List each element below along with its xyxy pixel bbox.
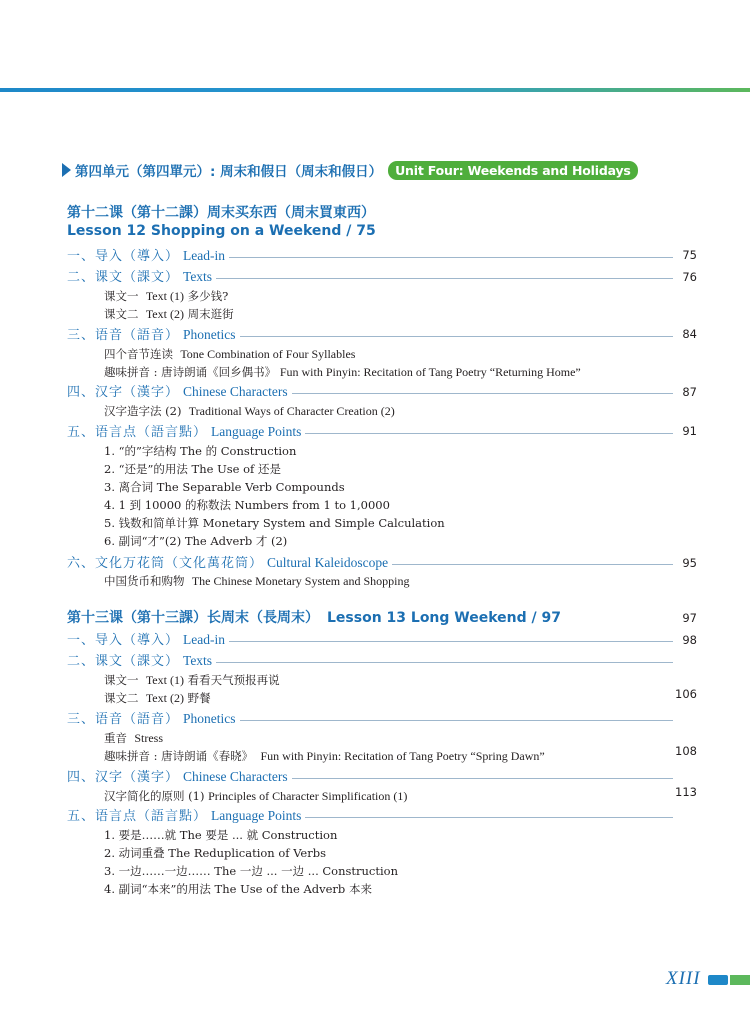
toc-subentry[interactable]: 课文二 Text (2) 野餐 bbox=[104, 691, 211, 705]
toc-entry[interactable]: 五、语言点（語言點） Language Points bbox=[67, 804, 673, 824]
toc-subentry[interactable]: 1. 要是……就 The 要是 ... 就 Construction bbox=[104, 828, 338, 842]
lesson13-title-en: Lesson 13 Long Weekend / 97 bbox=[327, 610, 561, 626]
lesson12-title-cn: 第十二课（第十二課）周末买东西（周末買東西） bbox=[67, 205, 375, 221]
toc-entry[interactable]: 六、文化万花筒（文化萬花筒） Cultural Kaleidoscope bbox=[67, 551, 673, 571]
toc-subentry[interactable]: 重音 Stress bbox=[104, 731, 163, 745]
page-number: 95 bbox=[682, 556, 697, 570]
toc-subentry[interactable]: 4. 副词“本来”的用法 The Use of the Adverb 本来 bbox=[104, 882, 372, 896]
toc-subentry[interactable]: 课文二 Text (2) 周末逛街 bbox=[104, 307, 234, 321]
toc-subentry[interactable]: 2. 动词重叠 The Reduplication of Verbs bbox=[104, 846, 327, 860]
page-number: 97 bbox=[682, 611, 697, 625]
lesson12-title-en: Lesson 12 Shopping on a Weekend / 75 bbox=[67, 223, 376, 239]
toc-subentry[interactable]: 汉字简化的原则 (1) Principles of Character Simplification (1) bbox=[104, 789, 408, 803]
toc-subentry[interactable]: 2. “还是”的用法 The Use of 还是 bbox=[104, 462, 281, 476]
page-number: 113 bbox=[675, 785, 697, 799]
toc-entry[interactable]: 三、语音（語音） Phonetics bbox=[67, 323, 673, 343]
page-number: 98 bbox=[682, 633, 697, 647]
toc-subentry[interactable]: 3. 离合词 The Separable Verb Compounds bbox=[104, 480, 345, 494]
page-number: 91 bbox=[682, 424, 697, 438]
lesson13-title bbox=[67, 607, 561, 627]
toc-entry[interactable]: 三、语音（語音） Phonetics bbox=[67, 707, 673, 727]
toc-subentry[interactable]: 4. 1 到 10000 的称数法 Numbers from 1 to 1,0000 bbox=[104, 498, 390, 512]
toc-entry[interactable]: 四、汉字（漢字） Chinese Characters bbox=[67, 380, 673, 400]
page-number: 75 bbox=[682, 248, 697, 262]
toc-subentry[interactable]: 1. “的”字结构 The 的 Construction bbox=[104, 444, 297, 458]
toc-subentry[interactable]: 6. 副词“才”(2) The Adverb 才 (2) bbox=[104, 534, 288, 548]
toc-entry[interactable]: 一、导入（導入） Lead-in bbox=[67, 244, 673, 264]
toc-entry[interactable]: 二、课文（課文） Texts bbox=[67, 265, 673, 285]
toc-subentry[interactable]: 3. 一边……一边…… The 一边 ... 一边 ... Construction bbox=[104, 864, 399, 878]
page-folio: XIII bbox=[666, 968, 701, 989]
toc-subentry[interactable]: 趣味拼音 : 唐诗朗诵《春晓》 Fun with Pinyin: Recitation of Tang Poetry “Spring Dawn” bbox=[104, 749, 545, 763]
page-number: 87 bbox=[682, 385, 697, 399]
unit-marker-icon bbox=[62, 163, 71, 177]
lesson13-title-cn: 第十三课（第十三課）长周末（長周末） bbox=[67, 610, 319, 626]
unit-title-en: Unit Four: Weekends and Holidays bbox=[388, 161, 638, 180]
toc-subentry[interactable]: 汉字造字法 (2) Traditional Ways of Character Creation (2) bbox=[104, 404, 395, 418]
page-number: 84 bbox=[682, 327, 697, 341]
folio-bar-blue bbox=[708, 975, 728, 985]
toc-entry[interactable]: 一、导入（導入） Lead-in bbox=[67, 628, 673, 648]
folio-bar-green bbox=[730, 975, 750, 985]
toc-subentry[interactable]: 5. 钱数和简单计算 Monetary System and Simple Calculation bbox=[104, 516, 445, 530]
toc-entry[interactable]: 五、语言点（語言點） Language Points bbox=[67, 420, 673, 440]
toc-subentry[interactable]: 中国货币和购物 The Chinese Monetary System and Shopping bbox=[104, 574, 410, 588]
header-rule bbox=[0, 88, 750, 92]
toc-entry[interactable]: 二、课文（課文） Texts bbox=[67, 649, 673, 669]
toc-subentry[interactable]: 四个音节连读 Tone Combination of Four Syllables bbox=[104, 347, 356, 361]
toc-subentry[interactable]: 课文一 Text (1) 多少钱? bbox=[104, 289, 229, 303]
toc-entry[interactable]: 四、汉字（漢字） Chinese Characters bbox=[67, 765, 673, 785]
unit-heading bbox=[62, 160, 638, 180]
toc-subentry[interactable]: 课文一 Text (1) 看看天气预报再说 bbox=[104, 673, 280, 687]
unit-title-cn: 第四单元（第四單元）: 周末和假日（周末和假日） bbox=[75, 164, 383, 180]
page-number: 108 bbox=[675, 744, 697, 758]
toc-subentry[interactable]: 趣味拼音 : 唐诗朗诵《回乡偶书》 Fun with Pinyin: Recitation of Tang Poetry “Returning Home” bbox=[104, 365, 581, 379]
page-number: 106 bbox=[675, 687, 697, 701]
page-number: 76 bbox=[682, 270, 697, 284]
